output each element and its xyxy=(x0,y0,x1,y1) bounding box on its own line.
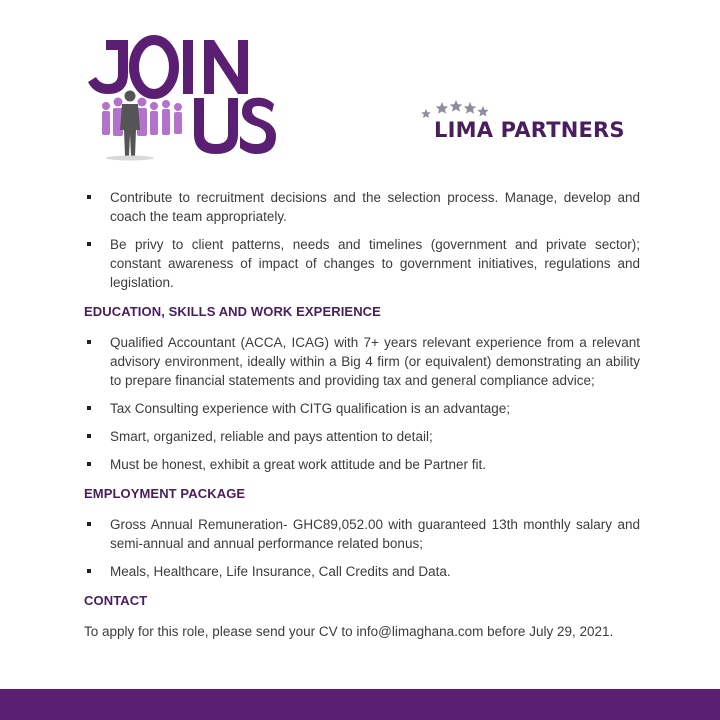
bullet-icon xyxy=(87,340,91,344)
bullet-icon xyxy=(87,242,91,246)
list-item: Gross Annual Remuneration- GHC89,052.00 with guaranteed 13th monthly salary and semi-annual and annual performance related bonus; xyxy=(84,515,640,553)
list-item: Be privy to client patterns, needs and timelines (government and private sector); constant awareness of impact of changes to government initiatives, regulations and legislation. xyxy=(84,235,640,292)
company-name: LIMA PARTNERS xyxy=(434,118,625,142)
employment-list xyxy=(84,515,640,581)
employment-heading: EMPLOYMENT PACKAGE xyxy=(84,486,246,501)
bullet-icon xyxy=(87,522,91,526)
list-item: Tax Consulting experience with CITG qualification is an advantage; xyxy=(84,399,640,418)
contact-text: To apply for this role, please send your CV to info@limaghana.com before July 29, 2021. xyxy=(84,624,614,639)
lima-partners-logo xyxy=(420,98,640,148)
list-item: Contribute to recruitment decisions and the selection process. Manage, develop and coach the team appropriately. xyxy=(84,188,640,226)
bullet-icon xyxy=(87,462,91,466)
bullet-icon xyxy=(87,569,91,573)
bullet-icon xyxy=(87,434,91,438)
contact-heading: CONTACT xyxy=(84,593,148,608)
list-item: Qualified Accountant (ACCA, ICAG) with 7+ years relevant experience from a relevant advisory environment, ideally within a Big 4 firm (or equivalent) demonstrating an ability to prepare financial statements and providing tax and general compliance advice; xyxy=(84,333,640,390)
join-us-logo xyxy=(88,22,278,162)
bullet-icon xyxy=(87,406,91,410)
list-item: Smart, organized, reliable and pays attention to detail; xyxy=(84,427,640,446)
list-item: Meals, Healthcare, Life Insurance, Call Credits and Data. xyxy=(84,562,640,581)
education-list xyxy=(84,333,640,474)
list-item: Must be honest, exhibit a great work attitude and be Partner fit. xyxy=(84,455,640,474)
bullet-icon xyxy=(87,195,91,199)
header xyxy=(0,0,720,170)
job-details xyxy=(84,188,640,641)
footer-bar xyxy=(0,689,720,720)
responsibilities-list xyxy=(84,188,640,292)
education-heading: EDUCATION, SKILLS AND WORK EXPERIENCE xyxy=(84,304,381,319)
